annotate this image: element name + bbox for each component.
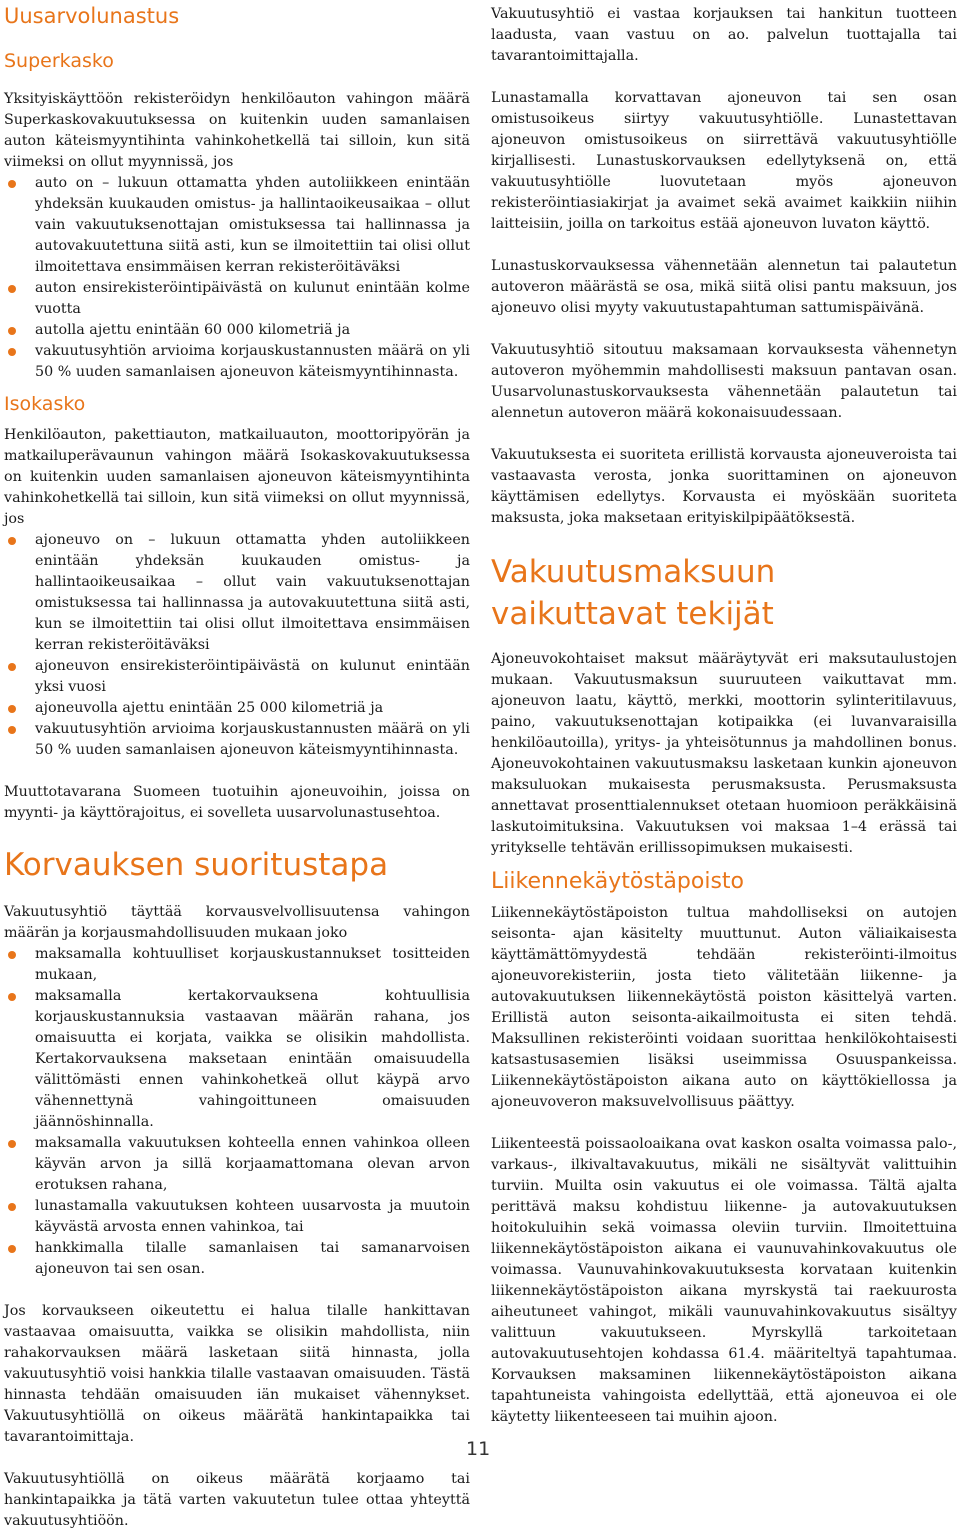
superkasko-list [4, 173, 470, 383]
list-item: autolla ajettu enintään 60 000 kilometriä ja [4, 320, 470, 341]
korvaus-intro: Vakuutusyhtiö täyttää korvausvelvollisuutensa vahingon määrän ja korjausmahdollisuuden mukaan joko [4, 904, 470, 941]
list-item: hankkimalla tilalle samanlaisen tai samanarvoisen ajoneuvon tai sen osan. [4, 1238, 470, 1280]
list-item: ajoneuvo on – lukuun ottamatta yhden autoliikkeen enintään yhdeksän kuukauden omistus- ja hallintaoikeusaikaa – ollut vain vakuutuksenottajan omistuksessa tai hallinnassa ja autovakuutettuna siitä asti, kun se ilmoitettiin tai olisi ollut ilmoitettava ensimmäisen kerran rekisteröitäväksi [4, 530, 470, 656]
korvaus-heading: Korvauksen suoritustapa [4, 847, 389, 883]
superkasko-heading: Superkasko [4, 50, 114, 72]
list-item: auto on – lukuun ottamatta yhden autoliikkeen enintään yhdeksän kuukauden omistus- ja hallintaoikeusaikaa – ollut vain vakuutuksenottajan omistuksessa tai hallinnassa ja autovakuutettuna siitä asti, kun se ilmoitettiin tai olisi ollut ilmoitettava ensimmäisen kerran rekisteröitäväksi [4, 173, 470, 278]
isokasko-list [4, 530, 470, 761]
muuttotavara-paragraph: Muuttotavarana Suomeen tuotuihin ajoneuvoihin, joissa on myynti- ja käyttörajoitus, ei sovelleta uusarvolunastusehtoa. [4, 784, 470, 821]
list-item: vakuutusyhtiön arvioima korjauskustannusten määrä on yli 50 % uuden samanlaisen ajoneuvon käteismyyntihinnasta. [4, 719, 470, 761]
list-item: maksamalla kohtuulliset korjauskustannukset tositteiden mukaan, [4, 944, 470, 986]
page-title: Uusarvolunastus [4, 4, 180, 28]
lunastus-paragraph: Lunastamalla korvattavan ajoneuvon tai sen osan omistusoikeus siirtyy vakuutusyhtiölle. Lunastettavan ajoneuvon omistusoikeus on siirrettävä vakuutusyhtiölle kirjallisesti. Lunastuskorvauksen edellytyksenä on, että vakuutusyhtiölle luovutetaan myös ajoneuvon rekisteröintiasiakirjat ja avaimet sekä avaimet kaikkiin niihin laitteisiin, joilla on tarkoitus estää ajoneuvon luvaton käyttö. [491, 90, 957, 232]
liikenne-heading: Liikennekäytöstäpoisto [491, 869, 744, 894]
superkasko-intro: Yksityiskäyttöön rekisteröidyn henkilöauton vahingon määrä Superkaskovakuutuksessa on kuitenkin uuden samanlaisen auton käteismyyntihinta vahinkohetkellä tai silloin, kun sitä viimeksi on ollut myynnissä, jos [4, 91, 470, 170]
liikenne-paragraph-2: Liikenteestä poissaoloaikana ovat kaskon osalta voimassa palo-, varkaus-, ilkivaltavakuutus, mikäli ne sisältyvät valittuihin turviin. Muilta osin vakuutus ei ole voimassa. Tältä ajalta perittävä maksu kohdistuu liikenne- ja autovakuutuksen hoitokuluihin sekä voimassa oleviin turviin. Ilmoitettuina liikennekäytöstäpoiston aikana ei vaunuvahinkovakuutus ole voimassa. Vaunuvahinkovakuutuksesta korvataan kuitenkin liikennekäytöstäpoiston aikana myrskystä tai raekuurosta aiheutuneet vahingot, mikäli vaunuvahinkovakuutus sisältyy valittuun vakuutukseen. Myrskyllä tarkoitetaan autovakuutusehtojen kohdassa 61.4. määriteltyä tapahtumaa. Korvauksen maksaminen liikennekäytöstäpoiston aikana tapahtuneista vahingoista edellyttää, että ajoneuvoa ei ole käytetty liikenteeseen tai muihin ajoon. [491, 1136, 957, 1425]
autovero-vahennys-paragraph: Vakuutusyhtiö sitoutuu maksamaan korvauksesta vähennetyn autoveron myöhemmin mahdollisesti maksuun pantavan osan. Uusarvolunastuskorvauksesta vähennetään palautetun tai alennetun autoveron määrä kokonaisuudessaan. [491, 342, 957, 421]
korvaus-paragraph-1: Jos korvaukseen oikeutettu ei halua tilalle hankittavan vastaavaa omaisuutta, vaikka se olisikin mahdollista, niin rahakorvauksen määrä lasketaan siitä hinnasta, jolla vakuutusyhtiö voisi hankkia tilalle vastaavan omaisuuden. Tästä hinnasta tehdään omaisuuden iän mukaiset vähennykset. Vakuutusyhtiöllä on oikeus määrätä hankintapaikka tai tavarantoimittaja. [4, 1303, 470, 1445]
isokasko-intro: Henkilöauton, pakettiauton, matkailuauton, moottoripyörän ja matkailuperävaunun vahingon määrä Isokaskovakuutuksessa on kuitenkin uuden samanlaisen ajoneuvon käteismyyntihinta vahinkohetkellä tai silloin, kun sitä viimeksi on ollut myynnissä, jos [4, 427, 470, 527]
korvaus-paragraph-2: Vakuutusyhtiöllä on oikeus määrätä korjaamo tai hankintapaikka ja tätä varten vakuutetun tulee ottaa yhteyttä vakuutusyhtiöön. [4, 1471, 470, 1529]
korvaus-list [4, 944, 470, 1280]
right-column [491, 0, 957, 1428]
isokasko-heading: Isokasko [4, 393, 86, 415]
list-item: lunastamalla vakuutuksen kohteen uusarvosta ja muutoin käyvästä arvosta ennen vahinkoa, tai [4, 1196, 470, 1238]
list-item: maksamalla vakuutuksen kohteella ennen vahinkoa olleen käyvän arvon ja sillä korjaamattomana olevan arvon erotuksen rahana, [4, 1133, 470, 1196]
list-item: ajoneuvolla ajettu enintään 25 000 kilometriä ja [4, 698, 470, 719]
list-item: vakuutusyhtiön arvioima korjauskustannusten määrä on yli 50 % uuden samanlaisen ajoneuvon käteismyyntihinnasta. [4, 341, 470, 383]
list-item: maksamalla kertakorvauksena kohtuullisia korjauskustannuksia vastaavan määrän rahana, jos omaisuutta ei korjata, vaikka se olisikin mahdollista. Kertakorvauksena maksetaan enintään omaisuudella välittömästi ennen vahinkohetkeä ollut käypä arvo vähennettynä vahingoittuneen omaisuuden jäännöshinnalla. [4, 986, 470, 1133]
list-item: auton ensirekisteröintipäivästä on kulunut enintään kolme vuotta [4, 278, 470, 320]
maksut-paragraph: Ajoneuvokohtaiset maksut määräytyvät eri maksutaulustojen mukaan. Vakuutusmaksun suuruuteen vaikuttavat mm. ajoneuvon laatu, käyttö, merkki, moottorin sylinteritilavuus, paino, vakuutuksenottajan kotipaikka (ei luvanvaraisilla henkilöautoilla), yritys- ja yhteisötunnus ja mahdollinen bonus. Ajoneuvokohtainen vakuutusmaksu lasketaan kunkin ajoneuvon maksuluokan mukaisesta perusmaksusta. Perusmaksusta annettavat prosenttialennukset otetaan huomioon peräkkäisinä laskutoimituksina. Vakuutuksen voi maksaa 1–4 erässä tai yritykselle tehtävän erillissopimuksen mukaisesti. [491, 651, 957, 856]
list-item: ajoneuvon ensirekisteröintipäivästä on kulunut enintään yksi vuosi [4, 656, 470, 698]
left-column [4, 0, 470, 1532]
autovero-paragraph: Lunastuskorvauksessa vähennetään alennetun tai palautetun autoveron määrästä se osa, mikä siitä olisi pantu maksuun, jos ajoneuvo olisi myyty vakuutustapahtuman sattumispäivänä. [491, 258, 957, 316]
maksut-heading: Vakuutusmaksuun vaikuttavat tekijät [491, 554, 776, 632]
ajoneuvovero-paragraph: Vakuutuksesta ei suoriteta erillistä korvausta ajoneuveroista tai vastaavasta verosta, jonka suorittaminen on ajoneuvon käyttämisen edellytys. Korvausta ei myöskään suoriteta maksusta, joka maksetaan erityiskilpipäätöksestä. [491, 447, 957, 526]
vastuu-paragraph: Vakuutusyhtiö ei vastaa korjauksen tai hankitun tuotteen laadusta, vaan vastuu on ao. palvelun tuottajalla tai tavarantoimittajalla. [491, 6, 957, 64]
page-number: 11 [466, 1438, 491, 1460]
liikenne-paragraph-1: Liikennekäytöstäpoiston tultua mahdolliseksi on autojen seisonta- ajan käsitelty muuttunut. Auton väliaikaisesta käyttämättömyydestä tehdään rekisteröinti-ilmoitus ajoneuvorekisteriin, josta tieto välitetään liikenne- ja autovakuutuksen liikennekäytöstä poiston käsittelyä varten. Erillistä auton seisonta-aikailmoitusta ei siten tehdä. Maksullinen rekisteröinti voidaan suorittaa henkilökohtaisesti katsastusasemien lisäksi useimmissa Osuuspankeissa. Liikennekäytöstäpoiston aikana auto on käyttökiellossa ja ajoneuvoveron maksuvelvollisuus päättyy. [491, 905, 957, 1110]
